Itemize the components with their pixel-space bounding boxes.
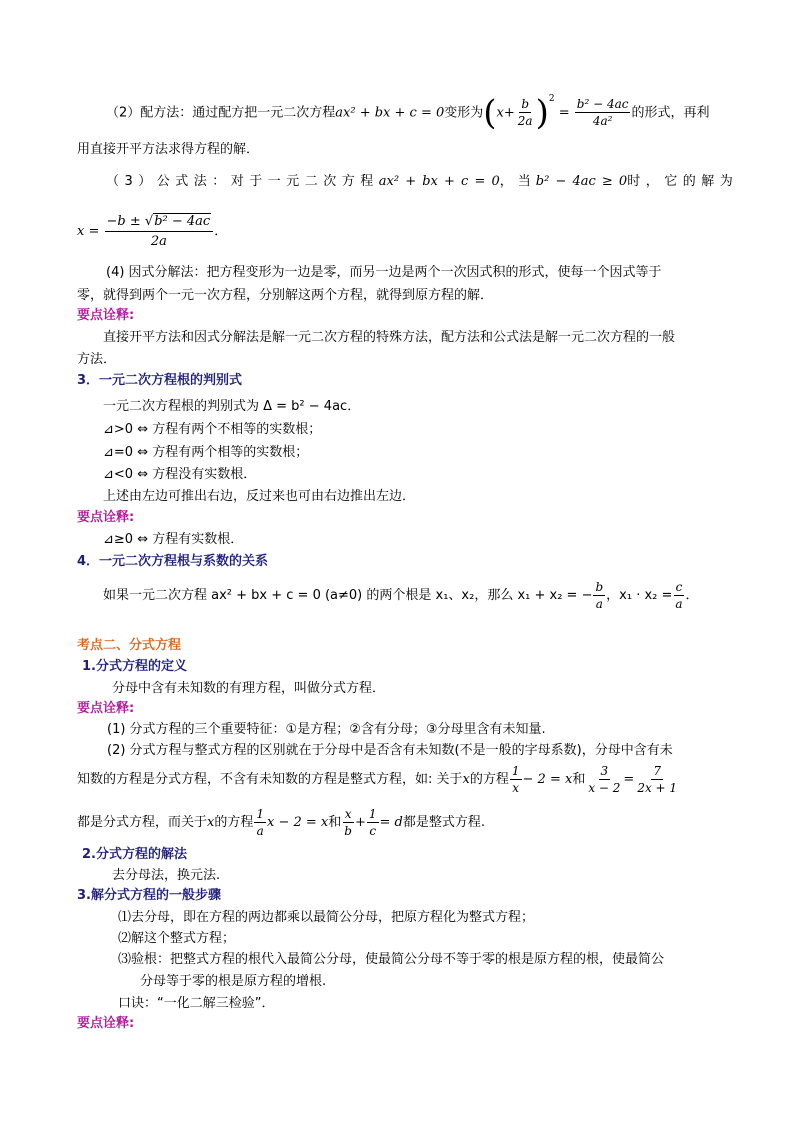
p4-line1: (4) 因式分解法：把方程变形为一边是零，而另一边是两个一次因式积的形式，使每一个因式等于	[106, 265, 662, 280]
tip-label-1: 要点诠释:	[77, 308, 135, 323]
eq-standard: ax² + bx + c = 0	[335, 105, 445, 121]
step-3-line2: 分母等于零的根是原方程的增根.	[140, 974, 327, 989]
fraction-b-over-2a: $\frac{b}{2a}$	[517, 97, 533, 129]
p2-line2: 用直接开平方法求得方程的解．	[77, 142, 260, 157]
fraction-3-over-x-2: $\frac{3}{x - 2}$	[588, 764, 621, 795]
fraction-disc-over-4a2: $\frac{\text{b² − 4ac}}{\text{4a²}}$	[576, 97, 629, 129]
fraction-1-over-a: $\frac{1}{a}$	[256, 807, 265, 838]
features: (1) 分式方程的三个重要特征：①是方程；②含有分母；③分母里含有未知量.	[107, 722, 546, 737]
p4-line2: 零，就得到两个一元一次方程，分别解这两个方程，就得到原方程的解．	[77, 288, 494, 303]
fraction-c-over-a: $\frac{c}{a}$	[675, 580, 683, 611]
vieta-formula: 如果一元二次方程 ax² + bx + c = 0 (a≠0) 的两个根是 x₁、x₂，那么 x₁ + x₂ = − $\frac{b}{a}$ ，x₁ · x₂ = $\frac{c}{a}$ ．	[103, 580, 699, 611]
tip-label-3: 要点诠释:	[77, 701, 135, 716]
quadratic-formula: $\frac{\text{−b ± √b² − 4ac}}{2a}$	[105, 213, 214, 250]
case-zero: ⊿=0 ⇔ 方程有两个相等的实数根；	[103, 445, 309, 460]
discriminant-def: 一元二次方程根的判别式为 Δ = b² − 4ac．	[103, 399, 361, 414]
step-1: ⑴去分母，即在方程的两边都乘以最简公分母，把原方程化为整式方程；	[118, 910, 535, 925]
sub-1-heading: 1.分式方程的定义	[82, 659, 187, 674]
sub-2-heading: 2.分式方程的解法	[82, 847, 187, 862]
difference-line3: 都是分式方程，而关于x的方程 $\frac{1}{a}$ x − 2 = x和 $\frac{x}{b}$ + $\frac{1}{c}$ = d都是整式方程.	[77, 807, 486, 838]
fraction-1-over-c: $\frac{1}{c}$	[368, 807, 377, 838]
frac-eq-definition: 分母中含有未知数的有理方程，叫做分式方程．	[112, 681, 386, 696]
fraction-b-over-a: $\frac{b}{a}$	[595, 580, 604, 611]
step-3-line1: ⑶验根：把整式方程的根代入最简公分母，使最简公分母不等于零的根是原方程的根，使最简公	[118, 952, 665, 967]
case-positive: ⊿>0 ⇔ 方程有两个不相等的实数根；	[103, 422, 322, 437]
difference-line1: (2) 分式方程与整式方程的区别就在于分母中是否含有未知数(不是一般的字母系数)，分母中含有未	[107, 743, 673, 758]
kaodian-2-heading: 考点二、分式方程	[77, 638, 182, 653]
fraction-1-over-x: $\frac{1}{x}$	[511, 764, 520, 795]
solve-methods: 去分母法，换元法.	[112, 868, 221, 883]
section-4-heading: 4．一元二次方程根与系数的关系	[77, 554, 269, 569]
difference-line2: 知数的方程是分式方程，不含有未知数的方程是整式方程，如: 关于x的方程 $\frac{1}{x}$ − 2 = x和 $\frac{3}{x - 2}$ = $\frac{7}{2x + 1}$	[77, 764, 678, 795]
section-3-heading: 3．一元二次方程根的判别式	[77, 373, 243, 388]
p3-line1: （3）公式法：对于一元二次方程ax² + bx + c = 0，当b² − 4ac ≥ 0时，它的解为	[106, 174, 739, 189]
tip1-line1: 直接开平方法和因式分解法是解一元二次方程的特殊方法，配方法和公式法是解一元二次方程的一般	[103, 330, 676, 345]
mnemonic: 口诀：“一化二解三检验”．	[118, 996, 275, 1011]
tip-label-2: 要点诠释:	[77, 510, 135, 525]
tip1-line2: 方法．	[77, 352, 117, 367]
step-2: ⑵解这个整式方程；	[118, 931, 236, 946]
fraction-x-over-b: $\frac{x}{b}$	[344, 807, 352, 838]
converse-note: 上述由左边可推出右边，反过来也可由右边推出左边．	[103, 489, 416, 504]
sub-3-heading: 3.解分式方程的一般步骤	[77, 888, 221, 903]
case-negative: ⊿<0 ⇔ 方程没有实数根．	[103, 467, 257, 482]
fraction-7-over-2x-1: $\frac{7}{2x + 1}$	[637, 764, 678, 795]
tip-label-4: 要点诠释:	[77, 1016, 135, 1031]
p3-formula: x = $\frac{\text{−b ± √b² − 4ac}}{2a}$ ．	[77, 214, 228, 249]
tip2-text: ⊿≥0 ⇔ 方程有实数根．	[103, 532, 244, 547]
p2-line1: （2）配方法：通过配方把一元二次方程ax² + bx + c = 0变形为(x+ $\frac{b}{2a}$ )$^2$ = $\frac{\text{b² − 4ac}}{\text{4a²}}$ 的形式，再利	[106, 92, 710, 133]
